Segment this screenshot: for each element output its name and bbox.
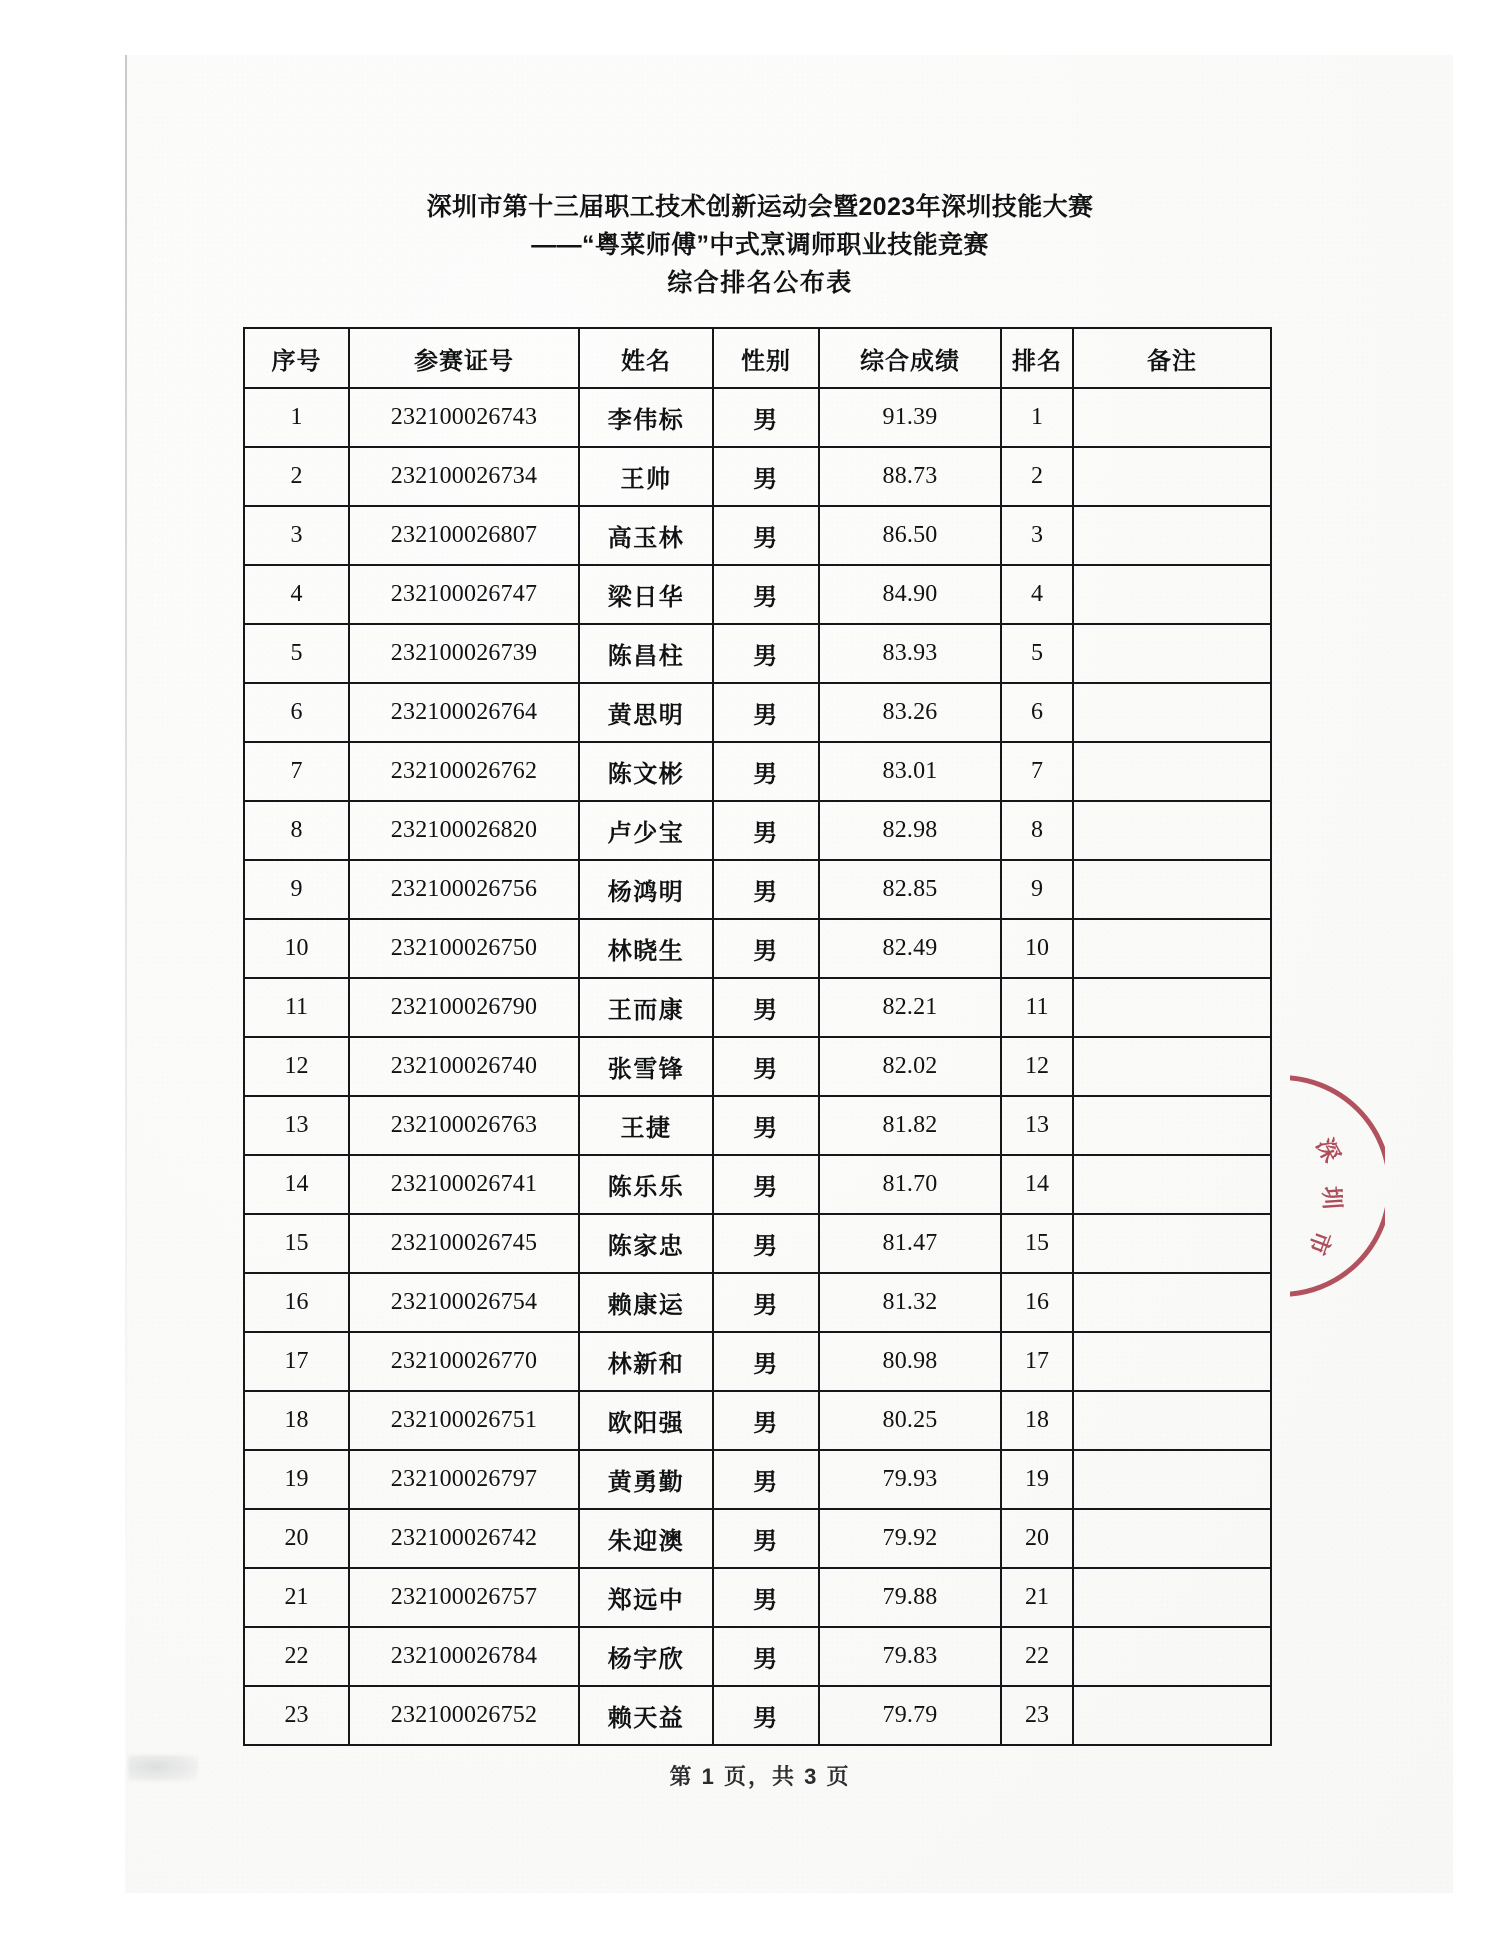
seal-character-2: 圳 (1318, 1185, 1346, 1210)
cell-gender: 男 (713, 860, 819, 919)
cell-index: 9 (244, 860, 349, 919)
seal-character-1: 深 (1311, 1133, 1346, 1167)
cell-score: 84.90 (819, 565, 1001, 624)
cell-rank: 5 (1001, 624, 1073, 683)
ranking-table (243, 327, 1272, 1746)
cell-rank: 22 (1001, 1627, 1073, 1686)
cell-score: 81.70 (819, 1155, 1001, 1214)
cell-cert: 232100026820 (349, 801, 579, 860)
table-row (244, 624, 1271, 683)
cell-note (1073, 388, 1271, 447)
cell-gender: 男 (713, 388, 819, 447)
cell-cert: 232100026757 (349, 1568, 579, 1627)
cell-cert: 232100026763 (349, 1096, 579, 1155)
cell-cert: 232100026742 (349, 1509, 579, 1568)
cell-note (1073, 1332, 1271, 1391)
document-title (240, 188, 1280, 302)
table-row (244, 978, 1271, 1037)
cell-index: 11 (244, 978, 349, 1037)
cell-rank: 7 (1001, 742, 1073, 801)
table-body (244, 388, 1271, 1745)
cell-score: 82.85 (819, 860, 1001, 919)
cell-cert: 232100026754 (349, 1273, 579, 1332)
column-header-name: 姓名 (579, 328, 713, 388)
cell-cert: 232100026740 (349, 1037, 579, 1096)
scan-smudge-artifact (128, 1755, 198, 1781)
title-line-3: 综合排名公布表 (667, 269, 853, 297)
table-row (244, 1096, 1271, 1155)
cell-gender: 男 (713, 1096, 819, 1155)
cell-index: 12 (244, 1037, 349, 1096)
cell-index: 15 (244, 1214, 349, 1273)
cell-rank: 1 (1001, 388, 1073, 447)
cell-score: 80.98 (819, 1332, 1001, 1391)
cell-note (1073, 1509, 1271, 1568)
cell-note (1073, 978, 1271, 1037)
cell-name: 王捷 (579, 1096, 713, 1155)
table-row (244, 1155, 1271, 1214)
cell-gender: 男 (713, 1332, 819, 1391)
cell-score: 79.83 (819, 1627, 1001, 1686)
table-row (244, 1273, 1271, 1332)
table-row (244, 565, 1271, 624)
cell-note (1073, 1627, 1271, 1686)
cell-rank: 20 (1001, 1509, 1073, 1568)
scan-edge-artifact (125, 55, 127, 1575)
cell-score: 82.21 (819, 978, 1001, 1037)
cell-name: 赖康运 (579, 1273, 713, 1332)
cell-note (1073, 1214, 1271, 1273)
cell-index: 19 (244, 1450, 349, 1509)
cell-name: 陈文彬 (579, 742, 713, 801)
cell-name: 欧阳强 (579, 1391, 713, 1450)
cell-gender: 男 (713, 565, 819, 624)
cell-gender: 男 (713, 978, 819, 1037)
title-line-2: ——“粤菜师傅”中式烹调师职业技能竞赛 (531, 231, 989, 259)
cell-index: 23 (244, 1686, 349, 1745)
cell-gender: 男 (713, 1627, 819, 1686)
cell-gender: 男 (713, 1450, 819, 1509)
cell-rank: 9 (1001, 860, 1073, 919)
cell-index: 14 (244, 1155, 349, 1214)
cell-note (1073, 742, 1271, 801)
cell-note (1073, 919, 1271, 978)
cell-index: 22 (244, 1627, 349, 1686)
cell-rank: 6 (1001, 683, 1073, 742)
cell-rank: 14 (1001, 1155, 1073, 1214)
table-row (244, 801, 1271, 860)
cell-score: 88.73 (819, 447, 1001, 506)
cell-index: 13 (244, 1096, 349, 1155)
table-header-row (244, 328, 1271, 388)
cell-cert: 232100026747 (349, 565, 579, 624)
cell-name: 张雪锋 (579, 1037, 713, 1096)
cell-score: 79.88 (819, 1568, 1001, 1627)
cell-note (1073, 1391, 1271, 1450)
cell-score: 86.50 (819, 506, 1001, 565)
cell-index: 7 (244, 742, 349, 801)
cell-name: 杨鸿明 (579, 860, 713, 919)
cell-name: 高玉林 (579, 506, 713, 565)
column-header-score: 综合成绩 (819, 328, 1001, 388)
table-row (244, 506, 1271, 565)
table-row (244, 683, 1271, 742)
cell-name: 林晓生 (579, 919, 713, 978)
cell-score: 79.79 (819, 1686, 1001, 1745)
cell-cert: 232100026784 (349, 1627, 579, 1686)
cell-name: 林新和 (579, 1332, 713, 1391)
cell-note (1073, 1450, 1271, 1509)
cell-rank: 23 (1001, 1686, 1073, 1745)
cell-index: 2 (244, 447, 349, 506)
cell-score: 82.49 (819, 919, 1001, 978)
cell-rank: 10 (1001, 919, 1073, 978)
cell-gender: 男 (713, 624, 819, 683)
cell-score: 79.93 (819, 1450, 1001, 1509)
column-header-index: 序号 (244, 328, 349, 388)
cell-cert: 232100026750 (349, 919, 579, 978)
cell-name: 陈乐乐 (579, 1155, 713, 1214)
cell-index: 1 (244, 388, 349, 447)
cell-index: 16 (244, 1273, 349, 1332)
cell-gender: 男 (713, 1273, 819, 1332)
cell-name: 黄思明 (579, 683, 713, 742)
table-row (244, 1509, 1271, 1568)
cell-cert: 232100026751 (349, 1391, 579, 1450)
cell-score: 83.93 (819, 624, 1001, 683)
table-row (244, 1037, 1271, 1096)
cell-rank: 21 (1001, 1568, 1073, 1627)
cell-score: 82.98 (819, 801, 1001, 860)
cell-gender: 男 (713, 1391, 819, 1450)
ranking-table-container (243, 327, 1270, 1746)
cell-note (1073, 1037, 1271, 1096)
cell-gender: 男 (713, 1037, 819, 1096)
cell-rank: 11 (1001, 978, 1073, 1037)
cell-cert: 232100026770 (349, 1332, 579, 1391)
cell-rank: 16 (1001, 1273, 1073, 1332)
cell-name: 李伟标 (579, 388, 713, 447)
cell-rank: 3 (1001, 506, 1073, 565)
cell-gender: 男 (713, 801, 819, 860)
cell-rank: 2 (1001, 447, 1073, 506)
cell-gender: 男 (713, 1568, 819, 1627)
cell-index: 18 (244, 1391, 349, 1450)
cell-score: 81.47 (819, 1214, 1001, 1273)
cell-note (1073, 506, 1271, 565)
cell-name: 梁日华 (579, 565, 713, 624)
cell-score: 91.39 (819, 388, 1001, 447)
cell-cert: 232100026764 (349, 683, 579, 742)
cell-gender: 男 (713, 447, 819, 506)
cell-gender: 男 (713, 1155, 819, 1214)
cell-note (1073, 1568, 1271, 1627)
cell-cert: 232100026752 (349, 1686, 579, 1745)
cell-gender: 男 (713, 1686, 819, 1745)
cell-note (1073, 447, 1271, 506)
column-header-note: 备注 (1073, 328, 1271, 388)
cell-gender: 男 (713, 1214, 819, 1273)
cell-name: 王而康 (579, 978, 713, 1037)
table-row (244, 919, 1271, 978)
cell-score: 83.01 (819, 742, 1001, 801)
cell-name: 黄勇勤 (579, 1450, 713, 1509)
column-header-cert: 参赛证号 (349, 328, 579, 388)
cell-score: 83.26 (819, 683, 1001, 742)
cell-name: 赖天益 (579, 1686, 713, 1745)
cell-cert: 232100026741 (349, 1155, 579, 1214)
column-header-rank: 排名 (1001, 328, 1073, 388)
cell-rank: 12 (1001, 1037, 1073, 1096)
cell-note (1073, 1686, 1271, 1745)
cell-name: 王帅 (579, 447, 713, 506)
cell-gender: 男 (713, 506, 819, 565)
cell-score: 81.82 (819, 1096, 1001, 1155)
cell-note (1073, 860, 1271, 919)
table-row (244, 742, 1271, 801)
cell-note (1073, 1155, 1271, 1214)
table-row (244, 1686, 1271, 1745)
cell-index: 20 (244, 1509, 349, 1568)
cell-note (1073, 801, 1271, 860)
title-line-1: 深圳市第十三届职工技术创新运动会暨2023年深圳技能大赛 (426, 193, 1094, 221)
cell-rank: 4 (1001, 565, 1073, 624)
cell-rank: 18 (1001, 1391, 1073, 1450)
cell-gender: 男 (713, 1509, 819, 1568)
cell-rank: 19 (1001, 1450, 1073, 1509)
cell-score: 81.32 (819, 1273, 1001, 1332)
page-footer: 第 1 页，共 3 页 (669, 1764, 851, 1789)
cell-name: 朱迎澳 (579, 1509, 713, 1568)
cell-index: 4 (244, 565, 349, 624)
table-row (244, 447, 1271, 506)
cell-cert: 232100026790 (349, 978, 579, 1037)
seal-character-3: 市 (1303, 1227, 1337, 1259)
table-row (244, 1332, 1271, 1391)
cell-score: 79.92 (819, 1509, 1001, 1568)
cell-gender: 男 (713, 919, 819, 978)
cell-name: 卢少宝 (579, 801, 713, 860)
cell-index: 21 (244, 1568, 349, 1627)
cell-index: 17 (244, 1332, 349, 1391)
cell-note (1073, 1096, 1271, 1155)
cell-note (1073, 1273, 1271, 1332)
cell-cert: 232100026739 (349, 624, 579, 683)
cell-index: 8 (244, 801, 349, 860)
cell-index: 10 (244, 919, 349, 978)
cell-name: 郑远中 (579, 1568, 713, 1627)
table-row (244, 860, 1271, 919)
column-header-gender: 性别 (713, 328, 819, 388)
cell-cert: 232100026734 (349, 447, 579, 506)
cell-index: 3 (244, 506, 349, 565)
cell-note (1073, 683, 1271, 742)
cell-rank: 15 (1001, 1214, 1073, 1273)
cell-cert: 232100026762 (349, 742, 579, 801)
cell-rank: 13 (1001, 1096, 1073, 1155)
cell-rank: 8 (1001, 801, 1073, 860)
cell-gender: 男 (713, 742, 819, 801)
cell-index: 5 (244, 624, 349, 683)
cell-name: 陈家忠 (579, 1214, 713, 1273)
table-row (244, 1627, 1271, 1686)
cell-name: 陈昌柱 (579, 624, 713, 683)
cell-cert: 232100026745 (349, 1214, 579, 1273)
cell-rank: 17 (1001, 1332, 1073, 1391)
cell-cert: 232100026807 (349, 506, 579, 565)
cell-cert: 232100026797 (349, 1450, 579, 1509)
cell-gender: 男 (713, 683, 819, 742)
table-row (244, 1214, 1271, 1273)
table-header (244, 328, 1271, 388)
cell-note (1073, 624, 1271, 683)
table-row (244, 1450, 1271, 1509)
cell-index: 6 (244, 683, 349, 742)
table-row (244, 1568, 1271, 1627)
cell-note (1073, 565, 1271, 624)
cell-score: 80.25 (819, 1391, 1001, 1450)
table-row (244, 388, 1271, 447)
cell-cert: 232100026756 (349, 860, 579, 919)
cell-score: 82.02 (819, 1037, 1001, 1096)
table-row (244, 1391, 1271, 1450)
cell-cert: 232100026743 (349, 388, 579, 447)
cell-name: 杨宇欣 (579, 1627, 713, 1686)
